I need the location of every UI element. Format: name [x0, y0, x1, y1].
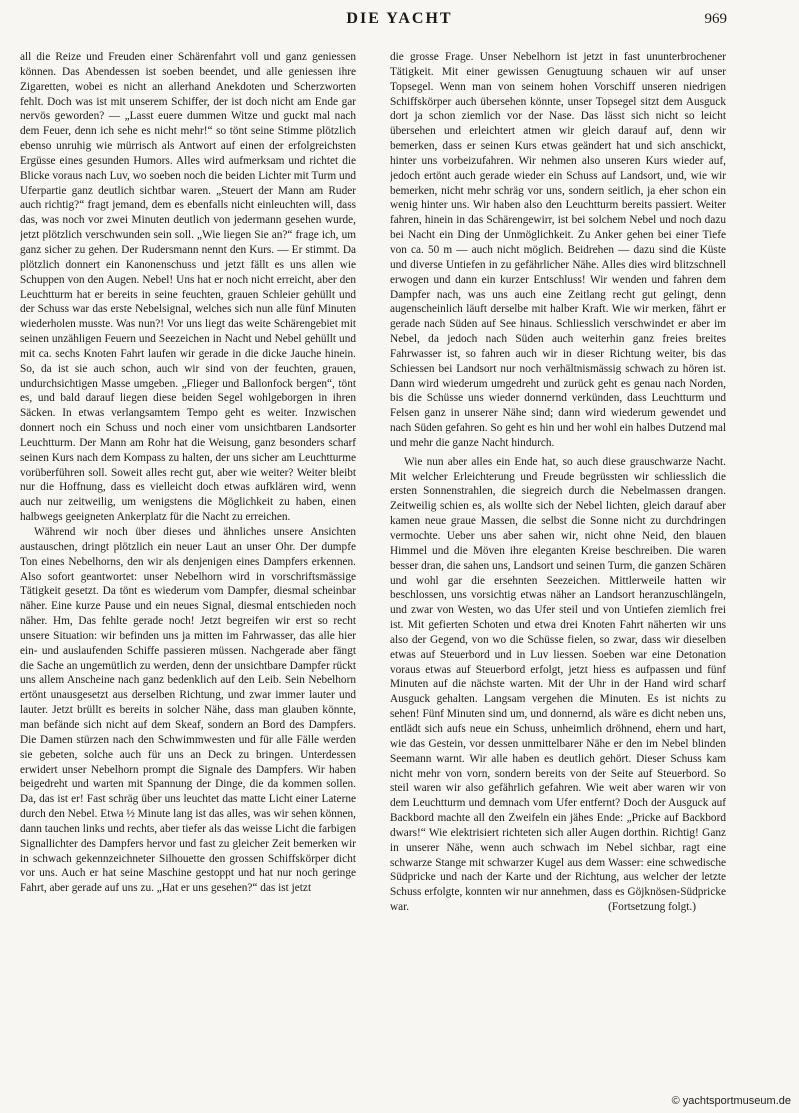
right-column [390, 50, 726, 1080]
paragraph: all die Reize und Freuden einer Schärenfahrt voll und ganz geniessen können. Das Abendessen ist soeben beendet, und alle geniessen ihre Zigaretten, wobei es nicht an allerhand Anekdoten und Scherzworten fehlt. Doch was ist mit unserem Schiffer, der ist doch nicht am Ende gar nervös geworden? — „Lasst euere dummen Witze und guckt mal nach dem Feuer, denn ich sehe es nicht mehr!“ so tönt seine Stimme plötzlich ebenso unruhig wie mürrisch als Antwort auf einen der erfolgreichsten Ergüsse eines gesunden Humors. Alles wird aufmerksam und richtet die Blicke voraus nach Luv, wo soeben noch die beiden Lichter mit Turm und Uferpartie ganz deutlich sichtbar waren. „Steuert der Mann am Ruder auch richtig?“ fragt jemand, dem es ebenfalls nicht einleuchten will, dass das, was noch vor zwei Minuten deutlich von jedermann gesehen wurde, jetzt plötzlich verschwunden sein soll. „Wie liegen Sie an?“ frage ich, um ganz sicher zu gehen. Der Rudersmann nennt den Kurs. — Er stimmt. Da plötzlich donnert ein Kanonenschuss und jetzt fällt es uns allen wie Schuppen von den Augen. Nebel! Uns hat er noch nicht erreicht, aber den Leuchtturm hat er bereits in seine feuchten, grauen Schleier gehüllt und der Schuss war das erste Nebelsignal, welches sich nun alle fünf Minuten wiederholen musste. Was nun?! Vor uns liegt das weite Schärengebiet mit seinen unzähligen Feuern und Seezeichen in Nacht und Nebel gehüllt und mit ca. sechs Knoten Fahrt laufen wir gerade in die dicke Jauche hinein. So, da ist sie auch schon, auch wir sind von der feuchten, grauen, undurchsichtigen Masse umgeben. „Flieger und Ballonfock bergen“, tönt es, und bald darauf liegen diese beiden Segel wohlgeborgen in ihren Säcken. In etwas verlangsamtem Tempo geht es weiter. Inzwischen donnert noch ein Schuss und noch einer vom unsichtbaren Landsorter Leuchtturm. Der Mann am Rohr hat die Weisung, ganz besonders scharf seinen Kurs nach dem Kompass zu halten, der uns sicher am Leuchtturme vorüberführen soll. Soweit alles recht gut, aber wie weiter? Weiter bleibt nur die Hoffnung, dass es vielleicht doch etwas aufklären wird, wenn auch nur zeitweilig, um wenigstens die Möglichkeit zu haben, einen halbwegs geeigneten Ankerplatz für die Nacht zu erreichen. [20, 51, 356, 524]
page-header [0, 8, 799, 34]
continuation-note: (Fortsetzung folgt.) [608, 901, 696, 914]
left-column [20, 50, 356, 1080]
paragraph: die grosse Frage. Unser Nebelhorn ist jetzt in fast ununterbrochener Tätigkeit. Mit einer gewissen Genugtuung schauen wir auf unser Topsegel. Wenn man von seinem hohen Vorschiff unseren niedrigen Schiffskörper auch übersehen könnte, unser Topsegel sitzt dem Ausguck dort ja schon ziemlich vor der Nase. Das lässt sich nicht so leicht übersehen und erleichtert atmen wir gleich darauf auf, denn wir bemerken, dass er seinen Kurs etwas geändert hat und sich anschickt, hinter uns vorbeizufahren. Wir nehmen also unseren Kurs wieder auf, jedoch ertönt auch gerade wieder ein Schuss auf Landsort, und, wie wir bemerken, nicht mehr schräg vor uns, sondern seitlich, ja eher schon ein wenig hinter uns. Wir haben also den Leuchtturm bereits passiert. Weiter fahren, hinein in das Schärengewirr, ist bei solchem Nebel und noch dazu bei Nacht ein Ding der Unmöglichkeit. Zu Anker gehen bei einer Tiefe von ca. 50 m — auch nicht möglich. Beidrehen — dazu sind die Küste und diverse Untiefen in zu gefährlicher Nähe. Alles dies wird blitzschnell erwogen und dann ein kurzer Entschluss! Wir wenden und fahren dem Dampfer nach, was uns auch eine Zeitlang recht gut gelingt, denn augenscheinlich läuft derselbe mit halber Kraft. Wie wir merken, fährt er gerade nach Süden auf See hinaus. Schliesslich verschwindet er aber im Nebel, da jedoch nach Süden auch weiterhin ganz freies breites Fahrwasser ist, so fahren auch wir in dieser Richtung weiter, bis das Schiessen bei Landsort nur noch verhältnismässig schwach zu hören ist. Dann wird wiederum umgedreht und zurück geht es genau nach Norden, bis die Schüsse uns wieder donnernd verkünden, dass Leuchtturm und Felsen ganz in unserer Nähe sind; dann wird wiederum gewendet und nach Süden gefahren. So geht es hin und her wohl ein halbes Dutzend mal und mehr die ganze Nacht hindurch. [390, 51, 726, 449]
paragraph: Während wir noch über dieses und ähnliches unsere Ansichten austauschen, dringt plötzlich ein neuer Laut an unser Ohr. Der dumpfe Ton eines Nebelhorns, den wir als denjenigen eines Dampfers erkennen. Also sofort geantwortet: unser Nebelhorn wird in vorschriftsmässige Tätigkeit gesetzt. Da tönt es wiederum vom Dampfer, diesmal scheinbar näher. Eine kurze Pause und ein neues Signal, diesmal entschieden noch näher. Hm, Das fehlte gerade noch! Jetzt begreifen wir erst so recht unsere Situation: wir befinden uns ja mitten im Fahrwasser, das alle hier ein- und auslaufenden Schiffe passieren müssen. Nachgerade aber fängt die Sache an ungemütlich zu werden, denn der unsichtbare Dampfer rückt uns allem Anscheine nach ganz bedenklich auf den Leib. Sein Nebelhorn ertönt unausgesetzt aus derselben Richtung, und zwar immer lauter und lauter. Jetzt brüllt es bereits in solcher Nähe, dass man glauben könnte, man befände sich nicht auf dem Skeaf, sondern an Bord des Dampfers. Die Damen stürzen nach den Schwimmwesten und für alle Fälle werden sie gebeten, solche auch für uns an Deck zu bringen. Unterdessen erwidert unser Nebelhorn prompt die Signale des Dampfers. Wir haben beigedreht und warten mit Spannung der Dinge, die da kommen sollen. Da, das ist er! Fast schräg über uns leuchtet das matte Licht einer Laterne durch den Nebel. Etwa ½ Minute lang ist das alles, was wir sehen können, dann tauchen links und rechts, aber tiefer als das weisse Licht die farbigen Signallichter des Dampfers hervor und fast zu gleicher Zeit bemerken wir in schwach gekennzeichneter Silhouette den grossen Schiffskörper dicht vor uns. Auch er hat seine Maschine gestoppt und hat nur noch geringe Fahrt, aber gerade auf uns zu. „Hat er uns gesehen?“ das ist jetzt [20, 526, 356, 895]
copyright-notice: © yachtsportmuseum.de [671, 1095, 791, 1107]
paragraph: Wie nun aber alles ein Ende hat, so auch diese grauschwarze Nacht. Mit welcher Erleichterung und Freude begrüssten wir schliesslich die ersten Sonnenstrahlen, die siegreich durch die Nebelmassen drangen. Zeitweilig schien es, als wollte sich der Nebel lichten, gleich darauf aber kamen neue graue Massen, die selbst die Sonne nicht zu durchdringen vermochte. Ueber uns aber sahen wir, nicht ohne Neid, den blauen Himmel und die Möven ihre eleganten Kreise beschreiben. Die waren besser dran, die sahen uns, Landsort und seinen Turm, die ganzen Schären und wohl gar die ersehnten Seezeichen. Mittlerweile hatten wir beschlossen, uns vorsichtig etwas näher an Landsort heranzuschlängeln, und zwar von Westen, wo das Ufer steil und von Untiefen ziemlich frei ist. Mit gefierten Schoten und etwa drei Knoten Fahrt näherten wir uns also der Gegend, von wo die Schüsse fielen, so zwar, dass wir dieselben etwas auf Steuerbord und in Luv liessen. Soeben war eine Detonation voraus etwas auf Steuerbord erfolgt, jetzt hiess es aufpassen und fünf Minuten auf die nächste warten. Mit der Uhr in der Hand wird scharf Ausguck gehalten. Langsam vergehen die Minuten. Es ist nichts zu sehen! Fünf Minuten sind um, und donnernd, als wäre es dicht neben uns, entlädt sich aufs neue ein Schuss, unheimlich dröhnend, ehern und hart, wie das Gestein, vor dessen unmittelbarer Nähe er den im Nebel blinden Seemann warnt. Wir alle haben es deutlich gehört. Dieser Schuss kam nicht mehr von vorn, sondern bereits von der Seite auf Steuerbord. So steil waren wir also gefährlich gefahren. Wie weit aber waren wir von dem Leuchtturm und demnach vom Ufer entfernt? Doch der Ausguck auf Backbord machte all den Zweifeln ein jähes Ende: „Pricke auf Backbord dwars!“ Wie elektrisiert richteten sich aller Augen dorthin. Richtig! Ganz in unserer Nähe, wenn auch schwach im Nebel sichbar, ragt eine schwarze Stange mit schwarzer Kugel aus dem Wasser: eine schwedische Südpricke und nach der Karte und der Richtung, aus welcher der letzte Schuss erfolgte, konnten wir nur annehmen, dass es Göjknösen-Südpricke war. [390, 455, 726, 914]
page-number: 969 [704, 11, 727, 27]
page-title: DIE YACHT [346, 10, 453, 27]
